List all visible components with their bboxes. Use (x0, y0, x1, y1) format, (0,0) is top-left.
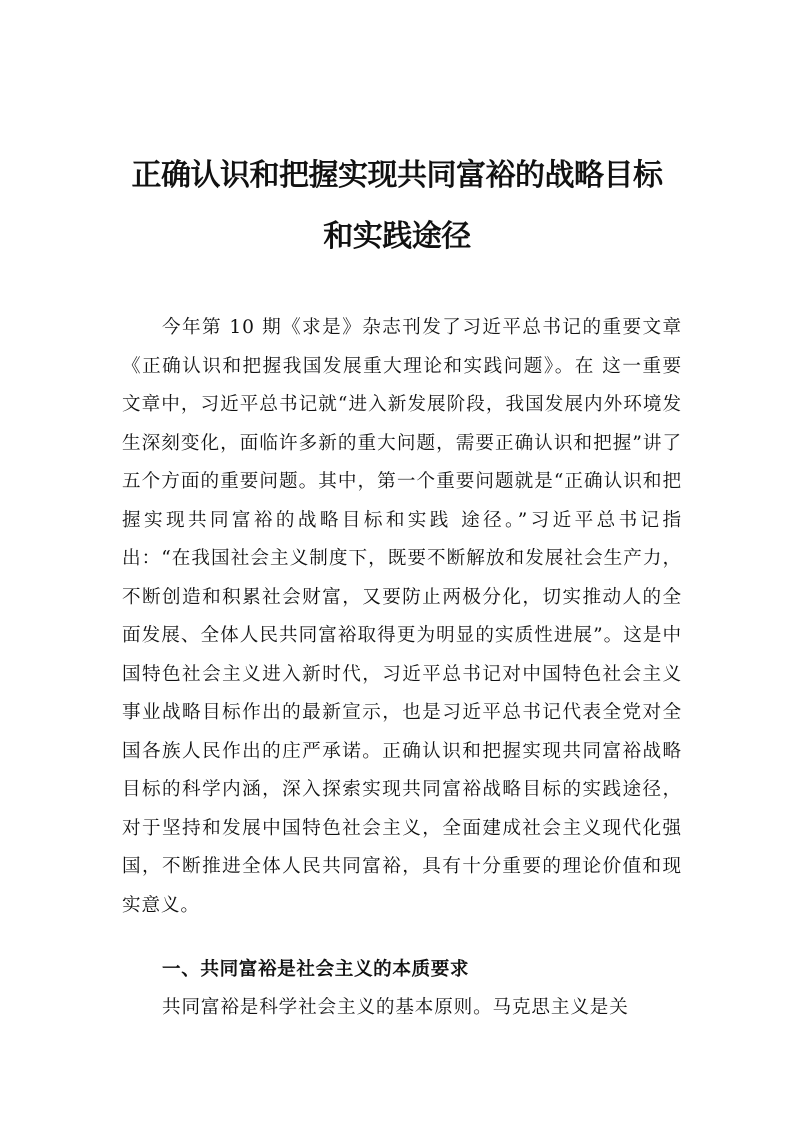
body-paragraph-section-1: 共同富裕是科学社会主义的基本原则。马克思主义是关 (162, 997, 629, 1018)
body-paragraph-intro: 今年第 10 期《求是》杂志刊发了习近平总书记的重要文章《正确认识和把握我国发展重大理论和实践问题》。在 这一重要文章中，习近平总书记就“进入新发展阶段，我国发展内外环境发生深刻变化，面临许多新的重大问题，需要正确认识和把握”讲了五个方面的重要问题。其中，第一个重要问题就是“正确认识和把握实现共同富裕的战略目标和实践 途径。”习近平总书记指出：“在我国社会主义制度下，既要不断解放和发展社会生产力，不断创造和积累社会财富，又要防止两极分化，切实推动人的全面发展、全体人民共同富裕取得更为明显的实质性进展”。这是中国特色社会主义进入新时代，习近平总书记对中国特色社会主义事业战略目标作出的最新宣示，也是习近平总书记代表全党对全国各族人民作出的庄严承诺。正确认识和把握实现共同富裕战略目标的科学内涵，深入探索实现共同富裕战略目标的实践途径，对于坚持和发展中国特色社会主义，全面建成社会主义现代化强国，不断推进全体人民共同富裕，具有十分重要的理论价值和现实意义。 (122, 317, 682, 916)
section-heading-1: 一、共同富裕是社会主义的本质要求 (162, 959, 470, 980)
document-title-line-1: 正确认识和把握实现共同富裕的战略目标 (131, 158, 663, 193)
document-title-line-2: 和实践途径 (323, 219, 471, 254)
